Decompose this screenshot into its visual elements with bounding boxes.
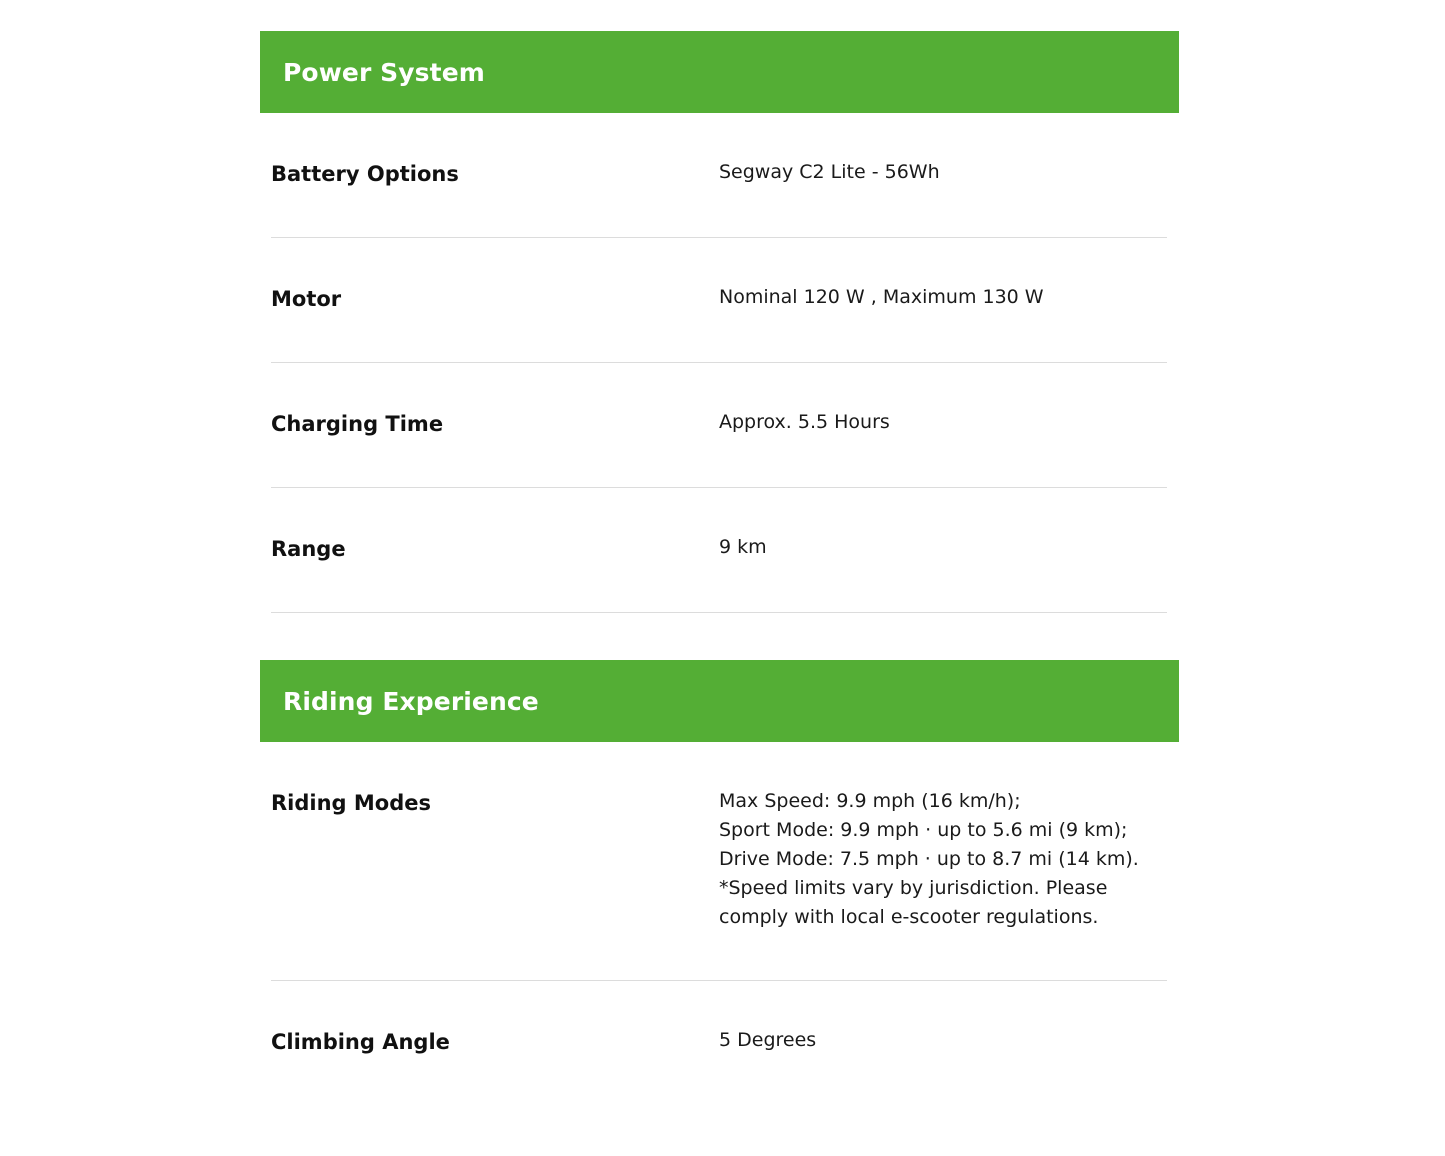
spec-row-climbing-angle bbox=[271, 981, 1167, 1111]
spec-table bbox=[260, 31, 1179, 1111]
power-system-rows bbox=[271, 113, 1167, 613]
section-title: Riding Experience bbox=[283, 686, 539, 716]
spec-value bbox=[719, 787, 1167, 980]
spec-value bbox=[719, 1026, 1167, 1111]
section-title: Power System bbox=[283, 57, 485, 87]
section-header-riding-experience bbox=[260, 660, 1179, 742]
section-gap bbox=[260, 613, 1179, 660]
spec-label: Battery Options bbox=[271, 162, 459, 186]
spec-row-riding-modes bbox=[271, 742, 1167, 981]
spec-value-line: comply with local e-scooter regulations. bbox=[719, 906, 1099, 928]
spec-row-charging-time bbox=[271, 363, 1167, 488]
riding-experience-rows bbox=[271, 742, 1167, 1111]
spec-value bbox=[719, 408, 1167, 487]
spec-value bbox=[719, 158, 1167, 237]
spec-label: Climbing Angle bbox=[271, 1030, 450, 1054]
spec-value-line: Max Speed: 9.9 mph (16 km/h); bbox=[719, 790, 1021, 812]
spec-label: Riding Modes bbox=[271, 791, 431, 815]
spec-value-line: 5 Degrees bbox=[719, 1029, 817, 1051]
section-header-power-system bbox=[260, 31, 1179, 113]
spec-label: Range bbox=[271, 537, 346, 561]
spec-value-line: 9 km bbox=[719, 536, 767, 558]
spec-row-range bbox=[271, 488, 1167, 613]
spec-value-line: Approx. 5.5 Hours bbox=[719, 411, 890, 433]
spec-value-line: Drive Mode: 7.5 mph · up to 8.7 mi (14 km). bbox=[719, 848, 1139, 870]
spec-value-line: Sport Mode: 9.9 mph · up to 5.6 mi (9 km); bbox=[719, 819, 1128, 841]
spec-label: Charging Time bbox=[271, 412, 444, 436]
spec-value-line: *Speed limits vary by jurisdiction. Please bbox=[719, 877, 1108, 899]
spec-label: Motor bbox=[271, 287, 342, 311]
spec-value bbox=[719, 283, 1167, 362]
spec-value-line: Segway C2 Lite - 56Wh bbox=[719, 161, 940, 183]
spec-row-motor bbox=[271, 238, 1167, 363]
spec-row-battery-options bbox=[271, 113, 1167, 238]
spec-value-line: Nominal 120 W , Maximum 130 W bbox=[719, 286, 1044, 308]
spec-value bbox=[719, 533, 1167, 612]
